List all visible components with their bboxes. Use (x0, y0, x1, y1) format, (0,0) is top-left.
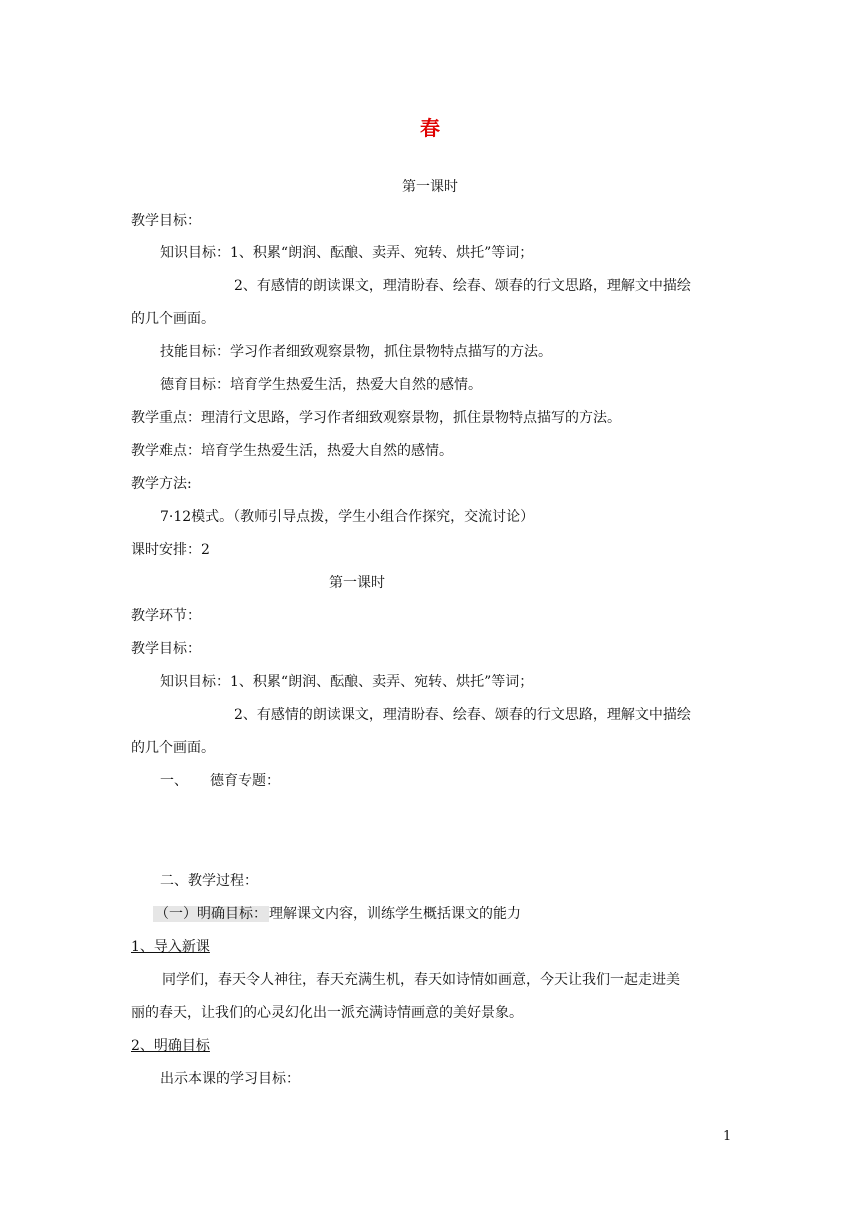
step-one-text: 理解课文内容，训练学生概括课文的能力 (269, 906, 521, 922)
methods-label: 教学方法: (131, 476, 192, 492)
clarify-text: 出示本课的学习目标： (160, 1071, 300, 1087)
teaching-steps-label: 教学环节： (131, 608, 201, 624)
knowledge-goal-2b-repeat: 的几个画面。 (131, 740, 215, 756)
knowledge-goal-2a-repeat: 2、有感情的朗读课文，理清盼春、绘春、颂春的行文思路，理解文中描绘 (234, 707, 691, 723)
intro-paragraph-line-1: 同学们，春天令人神往，春天充满生机，春天如诗情如画意，今天让我们一起走进美 (162, 972, 680, 988)
document-title: 春 (420, 116, 440, 140)
step-one (153, 904, 521, 924)
skill-goal: 技能目标：学习作者细致观察景物，抓住景物特点描写的方法。 (160, 344, 552, 360)
page-number: 1 (723, 1129, 732, 1144)
moral-goal: 德育目标：培育学生热爱生活，热爱大自然的感情。 (160, 377, 482, 393)
teaching-goals-label: 教学目标： (131, 213, 201, 229)
lesson-heading: 第一课时 (402, 179, 458, 195)
section-two: 二、教学过程： (160, 873, 258, 889)
clarify-heading: 2、明确目标 (131, 1038, 210, 1054)
methods-text: 7·12模式。（教师引导点拨，学生小组合作探究，交流讨论） (160, 509, 535, 525)
difficulties: 教学难点：培育学生热爱生活，热爱大自然的感情。 (131, 443, 453, 459)
schedule: 课时安排：2 (131, 542, 210, 558)
section-one-number: 一、 (160, 773, 188, 789)
intro-paragraph-line-2: 丽的春天，让我们的心灵幻化出一派充满诗情画意的美好景象。 (131, 1005, 523, 1021)
teaching-goals-label-2: 教学目标： (131, 641, 201, 657)
section-one-label: 德育专题： (210, 773, 280, 789)
step-one-label: （一）明确目标： (155, 906, 267, 922)
lesson-heading-2: 第一课时 (329, 575, 385, 591)
knowledge-goal-1-repeat: 知识目标：1、积累“朗润、酝酿、卖弄、宛转、烘托”等词； (160, 674, 534, 690)
knowledge-goal-1: 知识目标：1、积累“朗润、酝酿、卖弄、宛转、烘托”等词； (160, 245, 534, 261)
knowledge-goal-2b: 的几个画面。 (131, 311, 215, 327)
knowledge-goal-2a: 2、有感情的朗读课文，理清盼春、绘春、颂春的行文思路，理解文中描绘 (234, 278, 691, 294)
intro-heading: 1、导入新课 (131, 939, 210, 955)
key-points: 教学重点：理清行文思路，学习作者细致观察景物，抓住景物特点描写的方法。 (131, 410, 621, 426)
